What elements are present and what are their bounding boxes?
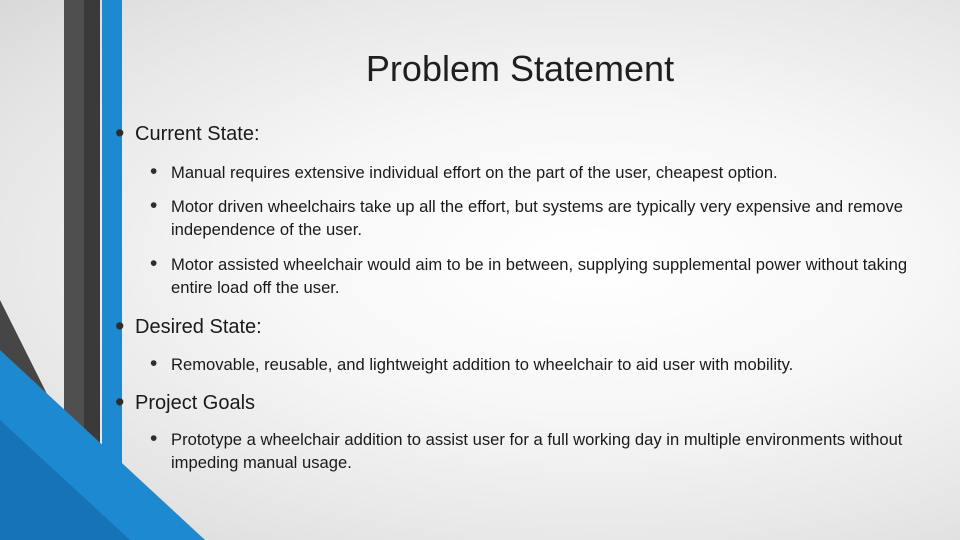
section-heading-project-goals: [115, 387, 256, 417]
bullet-icon: •: [115, 387, 125, 417]
bullet-icon: •: [115, 118, 125, 148]
list-item-text: Prototype a wheelchair addition to assist user for a full working day in multiple environments without impeding manual usage.: [171, 430, 903, 472]
bullet-icon: •: [150, 194, 158, 217]
section-heading: Project Goals: [135, 392, 256, 414]
list-item: [150, 253, 931, 299]
list-item: [150, 428, 931, 474]
list-item: [150, 353, 793, 376]
list-item-text: Removable, reusable, and lightweight addition to wheelchair to aid user with mobility.: [171, 355, 794, 374]
bullet-icon: •: [150, 427, 158, 450]
slide-title: Problem Statement: [365, 48, 675, 89]
list-item-text: Motor assisted wheelchair would aim to be in between, supplying supplemental power without taking entire load off the user.: [171, 255, 908, 297]
list-item: [150, 161, 778, 184]
bullet-icon: •: [150, 352, 158, 375]
section-heading-desired-state: [115, 311, 262, 341]
list-item-text: Manual requires extensive individual effort on the part of the user, cheapest option.: [171, 163, 778, 182]
section-heading-current-state: [115, 118, 260, 148]
bullet-icon: •: [115, 311, 125, 341]
bullet-icon: •: [150, 160, 158, 183]
bullet-icon: •: [150, 252, 158, 275]
section-heading: Current State:: [135, 123, 260, 145]
list-item: [150, 195, 931, 241]
section-heading: Desired State:: [135, 316, 262, 338]
list-item-text: Motor driven wheelchairs take up all the effort, but systems are typically very expensive and remove independence of the user.: [171, 197, 904, 239]
